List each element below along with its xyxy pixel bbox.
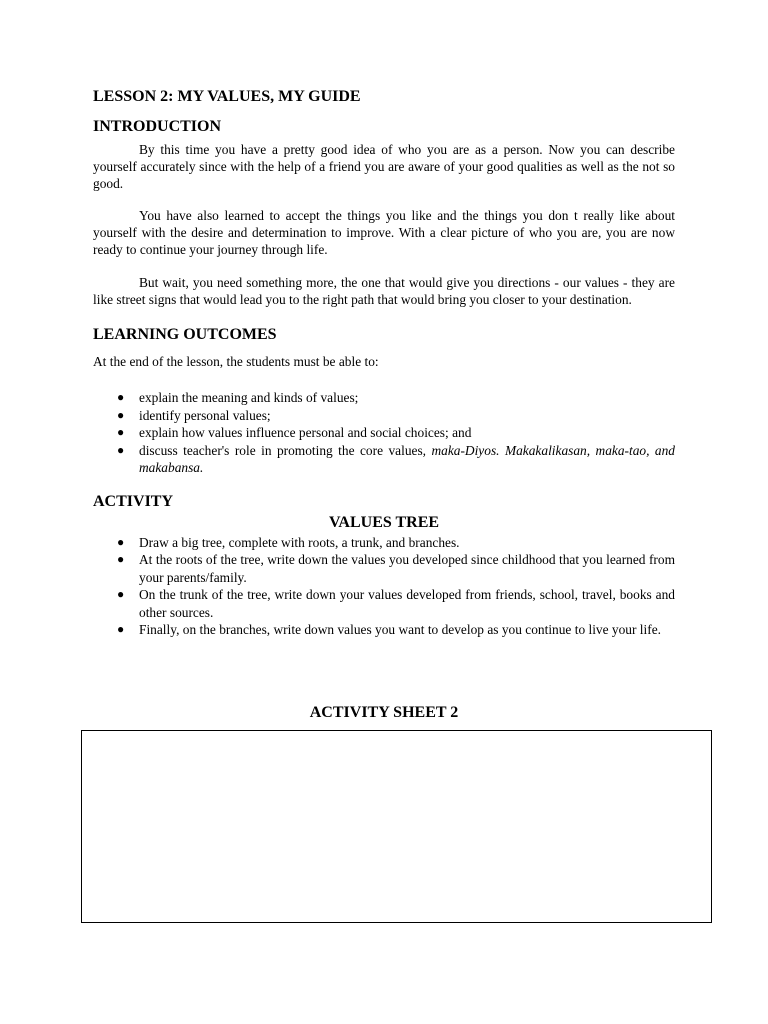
bullet-icon: ● [117, 587, 125, 602]
activity-answer-box [81, 730, 712, 923]
list-item [93, 621, 675, 639]
list-item [93, 586, 675, 621]
list-item-text: identify personal values; [139, 407, 271, 423]
bullet-icon: ● [117, 425, 125, 440]
list-item-text: explain the meaning and kinds of values; [139, 390, 359, 406]
values-tree-heading: VALUES TREE [328, 513, 440, 531]
list-item [93, 551, 675, 586]
bullet-icon: ● [117, 442, 125, 457]
learning-outcomes-intro: At the end of the lesson, the students must be able to: [93, 354, 379, 370]
document-content [93, 86, 675, 653]
lesson-title: LESSON 2: MY VALUES, MY GUIDE [93, 88, 361, 105]
introduction-paragraph-2: You have also learned to accept the things you like and the things you don t really like about yourself with the desire and determination to improve. With a clear picture of who you are, you are now ready to continue your journey through life. [93, 208, 675, 257]
core-values-text: , maka-Diyos. Makakalikasan, maka-tao, and makabansa. [139, 442, 675, 476]
introduction-paragraph-3: But wait, you need something more, the one that would give you directions - our values - they are like street signs that would lead you to the right path that would bring you closer to your destination. [93, 274, 675, 307]
activity-sheet-title: ACTIVITY SHEET 2 [309, 704, 459, 721]
introduction-paragraph-1: By this time you have a pretty good idea of who you are as a person. Now you can describe yourself accurately since with the help of a friend you are aware of your good qualities as well as the not so good. [93, 142, 675, 191]
learning-outcomes-list [93, 389, 675, 477]
list-item [93, 389, 675, 407]
learning-outcomes-heading: LEARNING OUTCOMES [93, 326, 277, 344]
list-item-text: Finally, on the branches, write down values you want to develop as you continue to live your life. [139, 622, 661, 638]
bullet-icon: ● [117, 622, 125, 637]
list-item [93, 407, 675, 425]
activity-instructions-list [93, 534, 675, 639]
list-item-text: explain how values influence personal and social choices; and [139, 425, 472, 441]
list-item-text: At the roots of the tree, write down the values you developed since childhood that you learned from your parents/family. [139, 552, 675, 585]
list-item-text: discuss teacher's role in promoting the core values [139, 442, 423, 458]
list-item [93, 424, 675, 442]
bullet-icon: ● [117, 407, 125, 422]
list-item-text: On the trunk of the tree, write down your values developed from friends, school, travel, books and other sources. [139, 587, 675, 620]
list-item [93, 534, 675, 552]
bullet-icon: ● [117, 390, 125, 405]
bullet-icon: ● [117, 534, 125, 549]
introduction-heading: INTRODUCTION [93, 118, 222, 135]
activity-heading: ACTIVITY [93, 492, 174, 510]
list-item-text: Draw a big tree, complete with roots, a trunk, and branches. [139, 534, 460, 550]
bullet-icon: ● [117, 552, 125, 567]
list-item [93, 442, 675, 477]
